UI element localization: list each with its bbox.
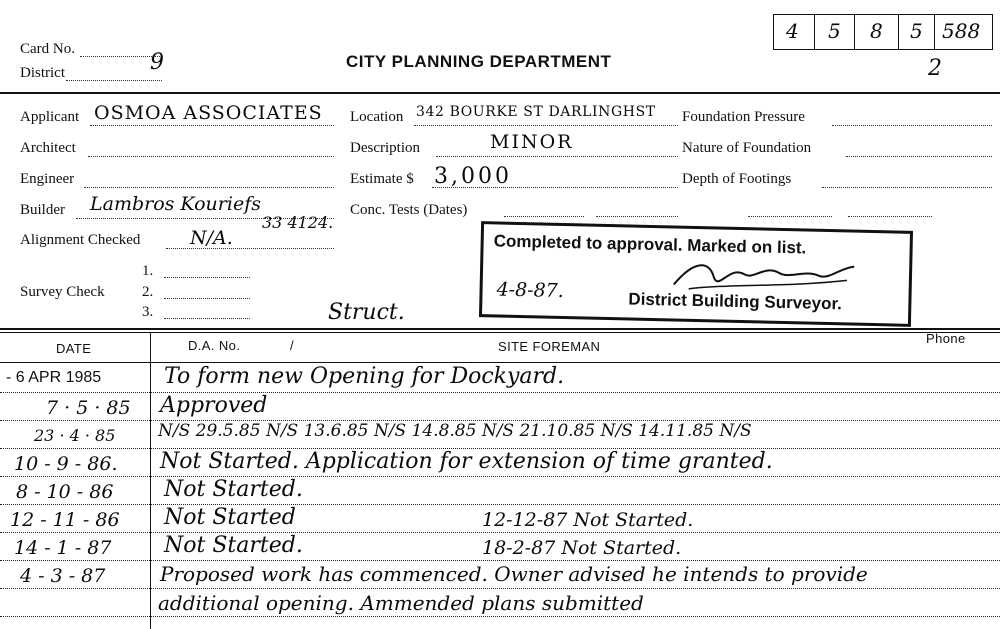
table-row-entry: Not Started. [164, 533, 303, 558]
location-value: 342 BOURKE ST DARLINGHST [416, 104, 656, 120]
col-header-slash: / [290, 338, 295, 353]
ref-digit-4: 5 [910, 19, 923, 43]
table-row-entry: Not Started. Application for extension of time granted. [160, 449, 773, 474]
page-title: CITY PLANNING DEPARTMENT [346, 52, 612, 71]
description-value: MINOR [490, 131, 574, 153]
table-row-entry: Proposed work has commenced. Owner advised he intends to provide [160, 562, 868, 586]
survey-note: Struct. [328, 300, 405, 325]
col-header-date: DATE [56, 341, 92, 356]
table-row-date: - 6 APR 1985 [6, 369, 102, 386]
reference-number-box [773, 14, 993, 50]
col-header-da-no: D.A. No. [188, 338, 241, 353]
stamp-date: 4-8-87. [496, 278, 565, 303]
applicant-value: OSMOA ASSOCIATES [94, 102, 323, 124]
signature-icon [669, 254, 860, 298]
foundation-pressure-label: Foundation Pressure [682, 109, 805, 125]
architect-label: Architect [20, 140, 76, 156]
description-label: Description [350, 140, 420, 156]
completion-stamp [479, 221, 913, 327]
survey-check-label: Survey Check [20, 284, 105, 300]
estimate-value: 3,000 [434, 164, 512, 189]
table-row-entry: additional opening. Ammended plans submitted [158, 591, 644, 615]
table-row-date: 8 - 10 - 86 [16, 481, 114, 503]
table-row-date: 23 · 4 · 85 [34, 426, 116, 445]
survey-item-2: 2. [142, 284, 154, 300]
ref-digit-2: 5 [828, 19, 841, 43]
table-row-entry-secondary: 12-12-87 Not Started. [482, 509, 694, 531]
ref-digit-1: 4 [786, 19, 799, 43]
survey-item-3: 3. [142, 304, 154, 320]
sheet-number: 2 [928, 56, 942, 81]
district-label: District [20, 65, 65, 81]
table-row-date: 7 · 5 · 85 [46, 397, 131, 419]
nature-of-foundation-label: Nature of Foundation [682, 140, 812, 156]
table-row-entry: To form new Opening for Dockyard. [164, 364, 565, 389]
district-dots [66, 80, 162, 81]
col-header-phone: Phone [926, 331, 966, 346]
card-no-label: Card No. [20, 41, 75, 57]
builder-phone-note: 33 4124. [262, 213, 334, 232]
district-value: 9 [150, 50, 164, 75]
table-row-entry: Not Started. [164, 477, 303, 502]
conc-tests-label: Conc. Tests (Dates) [350, 202, 468, 218]
col-header-site-foreman: SITE FOREMAN [498, 339, 601, 354]
stamp-line-2: District Building Surveyor. [628, 289, 843, 314]
table-row-date: 12 - 11 - 86 [10, 509, 120, 531]
survey-item-1: 1. [142, 263, 154, 279]
estimate-label: Estimate $ [350, 171, 414, 187]
table-row-entry: Approved [160, 393, 268, 418]
table-row-entry: N/S 29.5.85 N/S 13.6.85 N/S 14.8.85 N/S 21.10.85 N/S 14.11.85 N/S [158, 421, 752, 441]
header-rule [0, 92, 1000, 94]
table-row-date: 14 - 1 - 87 [14, 537, 112, 559]
table-row-entry: Not Started [164, 505, 296, 530]
table-row-date: 10 - 9 - 86. [14, 453, 118, 475]
location-label: Location [350, 109, 404, 125]
date-column-divider [150, 332, 151, 629]
builder-label: Builder [20, 202, 65, 218]
stamp-line-1: Completed to approval. Marked on list. [493, 231, 807, 258]
ref-digit-3: 8 [870, 19, 883, 43]
table-row-date: 4 - 3 - 87 [20, 565, 106, 587]
alignment-value: N/A. [190, 227, 233, 249]
builder-value: Lambros Kouriefs [90, 193, 261, 215]
alignment-label: Alignment Checked [20, 232, 141, 248]
engineer-label: Engineer [20, 171, 75, 187]
ref-digit-5: 588 [942, 19, 981, 43]
depth-of-footings-label: Depth of Footings [682, 171, 792, 187]
table-top-rule [0, 328, 1000, 330]
applicant-label: Applicant [20, 109, 80, 125]
table-row-entry-secondary: 18-2-87 Not Started. [482, 537, 682, 559]
